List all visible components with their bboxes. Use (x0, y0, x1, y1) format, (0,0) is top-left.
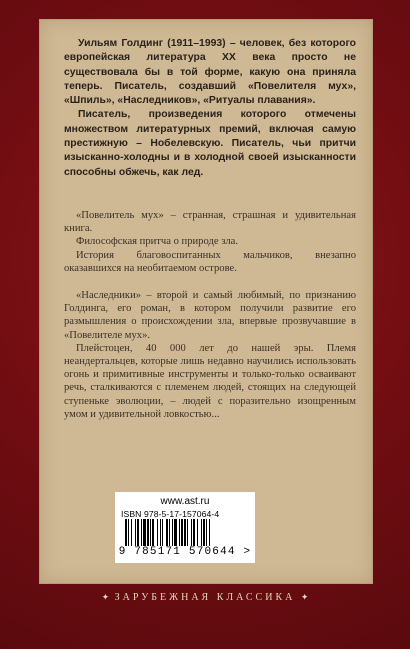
publisher-url: www.ast.ru (160, 496, 210, 507)
description-paragraph-1: «Повелитель мух» – странная, страшная и удивительная книга. (64, 210, 356, 235)
description-paragraph-4: «Наследники» – второй и самый любимый, по признанию Голдинга, его роман, в котором получили развитие его размышления о происхождении зла, впервые прозвучавшие в «Повелителе мух». (64, 290, 356, 341)
description-paragraph-3: История благовоспитанных мальчиков, внезапно оказавшихся на необитаемом острове. (64, 249, 356, 274)
series-title (0, 592, 410, 603)
intro-paragraph-2: Писатель, произведения которого отмечены множеством литературных премий, включая самую престижную – Нобелевскую. Писатель, чьи притчи изысканно-холодны и в холодной своей изысканности способны обжечь, как лед. (64, 109, 356, 178)
description-paragraph-5: Плейстоцен, 40 000 лет до нашей эры. Племя неандертальцев, которые лишь недавно научились использовать огонь и примитивные инструменты и только-только осваивают речь, сталкиваются с племенем людей, стоящих на следующей ступеньке эволюции, – людей с поразительно изощренным умом и удивительной ловкостью... (64, 342, 356, 420)
series-label: ЗАРУБЕЖНАЯ КЛАССИКА (114, 592, 296, 603)
description-paragraph-2: Философская притча о природе зла. (76, 236, 239, 248)
barcode-icon (123, 519, 247, 546)
barcode-label (115, 492, 255, 563)
ean-digits: 9 785171 570644 > (118, 546, 252, 558)
star-right-icon: ✦ (300, 592, 309, 602)
author-intro (64, 37, 356, 180)
book-description (64, 209, 356, 421)
intro-paragraph-1: Уильям Голдинг (1911–1993) – человек, без которого европейская литература XX века просто не существовала бы в той форме, какую она приняла теперь. Писатель, создавший «Повелителя мух», «Шпиль», «Наследников», «Ритуалы плавания». (64, 38, 356, 107)
star-left-icon: ✦ (101, 592, 110, 602)
isbn-number: ISBN 978-5-17-157064-4 (121, 509, 220, 519)
